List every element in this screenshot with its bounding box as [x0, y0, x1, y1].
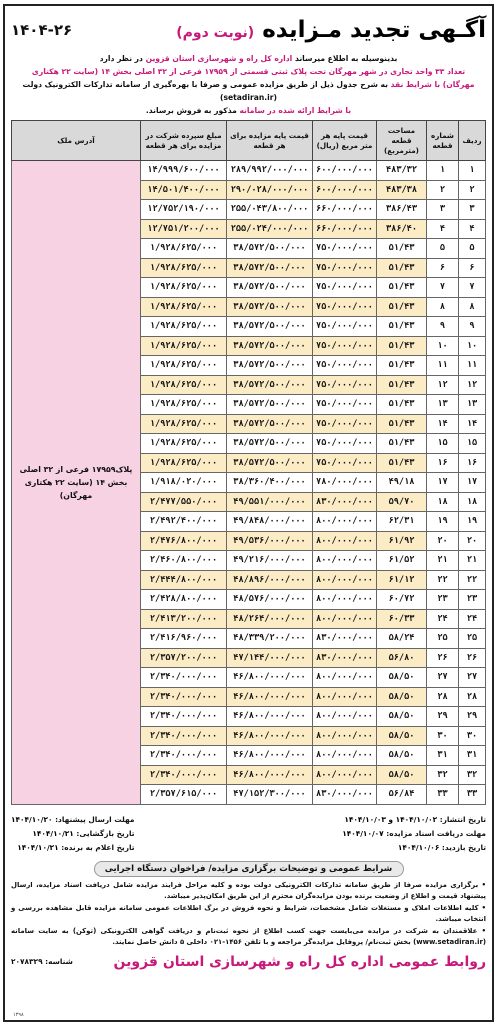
- cell-area: ۵۱/۴۳: [377, 317, 427, 337]
- cell-parcel-number: ۲۱: [427, 551, 459, 571]
- cell-base-price: ۴۹/۲۱۶/۰۰۰/۰۰۰: [227, 551, 313, 571]
- cell-parcel-number: ۲۶: [427, 648, 459, 668]
- table-row: [12, 161, 486, 181]
- cell-row-number: ۳: [459, 200, 486, 220]
- cell-row-number: ۲: [459, 180, 486, 200]
- cell-deposit: ۱۴/۹۹۹/۶۰۰/۰۰۰: [141, 161, 227, 181]
- cell-unit-price: ۸۰۰/۰۰۰/۰۰۰: [313, 707, 377, 727]
- intro-l1c: در نظر دارد: [99, 54, 143, 63]
- cell-row-number: ۱۵: [459, 434, 486, 454]
- cell-parcel-number: ۲۲: [427, 570, 459, 590]
- cell-parcel-number: ۱۶: [427, 453, 459, 473]
- cell-parcel-number: ۱۰: [427, 336, 459, 356]
- cell-parcel-number: ۱۳: [427, 395, 459, 415]
- cell-deposit: ۲/۳۵۷/۲۰۰/۰۰۰: [141, 648, 227, 668]
- cell-unit-price: ۸۰۰/۰۰۰/۰۰۰: [313, 570, 377, 590]
- cell-deposit: ۲/۴۶۰/۸۰۰/۰۰۰: [141, 551, 227, 571]
- cell-unit-price: ۷۵۰/۰۰۰/۰۰۰: [313, 356, 377, 376]
- cell-unit-price: ۷۵۰/۰۰۰/۰۰۰: [313, 434, 377, 454]
- cell-unit-price: ۶۶۰/۰۰۰/۰۰۰: [313, 200, 377, 220]
- cell-row-number: ۳۱: [459, 746, 486, 766]
- cell-parcel-number: ۳۳: [427, 785, 459, 805]
- cell-parcel-number: ۷: [427, 278, 459, 298]
- cell-deposit: ۲/۴۷۷/۵۵۰/۰۰۰: [141, 492, 227, 512]
- conditions-text: [11, 880, 486, 948]
- cell-deposit: ۲/۴۱۳/۲۰۰/۰۰۰: [141, 609, 227, 629]
- header-parcel-number: شماره قطعه: [427, 121, 459, 161]
- cell-deposit: ۱/۹۲۸/۶۲۵/۰۰۰: [141, 395, 227, 415]
- intro-l4b: مذکور به فروش برساند.: [145, 106, 237, 115]
- dates-block: [11, 813, 486, 855]
- winner-value: ۱۴۰۴/۱۰/۲۱: [17, 842, 59, 852]
- cell-area: ۵۱/۴۳: [377, 278, 427, 298]
- cell-unit-price: ۸۰۰/۰۰۰/۰۰۰: [313, 746, 377, 766]
- cell-row-number: ۱۰: [459, 336, 486, 356]
- dates-left: [11, 813, 135, 855]
- cell-deposit: ۲/۳۴۰/۰۰۰/۰۰۰: [141, 687, 227, 707]
- cell-area: ۵۱/۴۳: [377, 239, 427, 259]
- cell-base-price: ۴۶/۸۰۰/۰۰۰/۰۰۰: [227, 746, 313, 766]
- cell-unit-price: ۷۵۰/۰۰۰/۰۰۰: [313, 336, 377, 356]
- cell-area: ۴۹/۱۸: [377, 473, 427, 493]
- cell-parcel-number: ۶: [427, 258, 459, 278]
- visit-label: تاریخ بازدید:: [441, 842, 486, 852]
- cell-area: ۵۱/۴۳: [377, 453, 427, 473]
- cell-area: ۶۱/۱۲: [377, 570, 427, 590]
- cell-base-price: ۲۹۰/۰۲۸/۰۰۰/۰۰۰: [227, 180, 313, 200]
- cell-base-price: ۴۶/۸۰۰/۰۰۰/۰۰۰: [227, 707, 313, 727]
- cell-unit-price: ۷۵۰/۰۰۰/۰۰۰: [313, 395, 377, 415]
- cell-row-number: ۲۶: [459, 648, 486, 668]
- cell-unit-price: ۷۵۰/۰۰۰/۰۰۰: [313, 278, 377, 298]
- cell-base-price: ۴۸/۸۹۶/۰۰۰/۰۰۰: [227, 570, 313, 590]
- public-relations-signature: روابط عمومی اداره کل راه و شهرسازی استان قزوین: [113, 953, 486, 970]
- cell-row-number: ۱۴: [459, 414, 486, 434]
- cell-base-price: ۳۸/۵۷۲/۵۰۰/۰۰۰: [227, 297, 313, 317]
- header-address: آدرس ملک: [12, 121, 141, 161]
- title-subtitle: (نوبت دوم): [176, 25, 255, 41]
- cell-row-number: ۲۹: [459, 707, 486, 727]
- cell-unit-price: ۸۰۰/۰۰۰/۰۰۰: [313, 551, 377, 571]
- cell-area: ۵۸/۲۴: [377, 629, 427, 649]
- cell-area: ۵۱/۴۳: [377, 434, 427, 454]
- cell-deposit: ۲/۳۵۷/۶۱۵/۰۰۰: [141, 785, 227, 805]
- cell-unit-price: ۸۰۰/۰۰۰/۰۰۰: [313, 726, 377, 746]
- cell-unit-price: ۸۳۰/۰۰۰/۰۰۰: [313, 785, 377, 805]
- cell-unit-price: ۸۰۰/۰۰۰/۰۰۰: [313, 531, 377, 551]
- cell-deposit: ۲/۴۱۶/۹۶۰/۰۰۰: [141, 629, 227, 649]
- cell-deposit: ۱/۹۲۸/۶۲۵/۰۰۰: [141, 258, 227, 278]
- intro-l4a: با شرایط ارائه شده در سامانه: [239, 106, 352, 115]
- send-value: ۱۴۰۴/۱۰/۲۰: [11, 814, 53, 824]
- cell-deposit: ۲/۴۴۴/۸۰۰/۰۰۰: [141, 570, 227, 590]
- cell-area: ۶۰/۷۲: [377, 590, 427, 610]
- cell-row-number: ۸: [459, 297, 486, 317]
- cell-unit-price: ۷۵۰/۰۰۰/۰۰۰: [313, 414, 377, 434]
- cell-area: ۵۱/۴۳: [377, 375, 427, 395]
- cell-parcel-number: ۲۴: [427, 609, 459, 629]
- cell-row-number: ۱۳: [459, 395, 486, 415]
- cell-parcel-number: ۲۵: [427, 629, 459, 649]
- cell-area: ۵۱/۴۳: [377, 297, 427, 317]
- cell-base-price: ۴۸/۵۷۶/۰۰۰/۰۰۰: [227, 590, 313, 610]
- cell-unit-price: ۸۳۰/۰۰۰/۰۰۰: [313, 629, 377, 649]
- cell-area: ۵۱/۴۳: [377, 336, 427, 356]
- cell-base-price: ۳۸/۵۷۲/۵۰۰/۰۰۰: [227, 414, 313, 434]
- cell-parcel-number: ۱۱: [427, 356, 459, 376]
- cell-deposit: ۱۲/۷۵۱/۲۰۰/۰۰۰: [141, 219, 227, 239]
- intro-l2: تعداد ۳۳ واحد تجاری در شهر مهرگان تحت پلاک ثبتی قسمتی از ۱۷۹۵۹ فرعی از ۳۲ اصلی بخش ۱۴ (سایت ۲۲ هکتاری: [31, 67, 466, 76]
- cell-base-price: ۳۸/۵۷۲/۵۰۰/۰۰۰: [227, 395, 313, 415]
- cell-unit-price: ۷۵۰/۰۰۰/۰۰۰: [313, 453, 377, 473]
- intro-l1a: بدینوسیله به اطلاع میرساند: [294, 54, 398, 63]
- cell-deposit: ۲/۴۲۸/۸۰۰/۰۰۰: [141, 590, 227, 610]
- receive-value: ۱۴۰۴/۱۰/۰۷: [342, 828, 384, 838]
- cell-unit-price: ۷۵۰/۰۰۰/۰۰۰: [313, 375, 377, 395]
- cell-parcel-number: ۱۹: [427, 512, 459, 532]
- table-body: [12, 161, 486, 805]
- cell-row-number: ۶: [459, 258, 486, 278]
- cell-deposit: ۱۴/۵۰۱/۴۰۰/۰۰۰: [141, 180, 227, 200]
- cell-deposit: ۱/۹۲۸/۶۲۵/۰۰۰: [141, 434, 227, 454]
- cell-row-number: ۱۸: [459, 492, 486, 512]
- cell-row-number: ۳۲: [459, 765, 486, 785]
- cell-area: ۵۹/۷۰: [377, 492, 427, 512]
- cell-area: ۵۶/۸۴: [377, 785, 427, 805]
- cell-deposit: ۱۲/۷۵۲/۱۹۰/۰۰۰: [141, 200, 227, 220]
- cell-deposit: ۱/۹۲۸/۶۲۵/۰۰۰: [141, 453, 227, 473]
- cell-parcel-number: ۳۰: [427, 726, 459, 746]
- cell-address: پلاک۱۷۹۵۹ فرعی از ۳۲ اصلی بخش ۱۴ (سایت ۲۲ هکتاری مهرگان): [12, 161, 141, 805]
- cell-area: ۵۸/۵۰: [377, 668, 427, 688]
- cell-area: ۶۰/۳۳: [377, 609, 427, 629]
- notice-code: ۱۴۰۴-۲۶: [11, 21, 73, 39]
- cell-deposit: ۲/۳۴۰/۰۰۰/۰۰۰: [141, 726, 227, 746]
- cell-parcel-number: ۲۳: [427, 590, 459, 610]
- cell-parcel-number: ۳: [427, 200, 459, 220]
- cell-unit-price: ۶۰۰/۰۰۰/۰۰۰: [313, 180, 377, 200]
- cell-unit-price: ۷۵۰/۰۰۰/۰۰۰: [313, 297, 377, 317]
- cell-row-number: ۳۳: [459, 785, 486, 805]
- cell-base-price: ۳۸/۵۷۲/۵۰۰/۰۰۰: [227, 434, 313, 454]
- cell-parcel-number: ۴: [427, 219, 459, 239]
- cell-base-price: ۴۸/۳۳۹/۲۰۰/۰۰۰: [227, 629, 313, 649]
- cell-parcel-number: ۱: [427, 161, 459, 181]
- cell-area: ۵۱/۴۳: [377, 356, 427, 376]
- cell-unit-price: ۶۰۰/۰۰۰/۰۰۰: [313, 161, 377, 181]
- cell-deposit: ۲/۳۴۰/۰۰۰/۰۰۰: [141, 668, 227, 688]
- cell-area: ۶۱/۹۲: [377, 531, 427, 551]
- cell-base-price: ۴۶/۸۰۰/۰۰۰/۰۰۰: [227, 726, 313, 746]
- cell-row-number: ۲۴: [459, 609, 486, 629]
- header-area: مساحت قطعه (مترمربع): [377, 121, 427, 161]
- cell-unit-price: ۷۸۰/۰۰۰/۰۰۰: [313, 473, 377, 493]
- cell-unit-price: ۸۰۰/۰۰۰/۰۰۰: [313, 590, 377, 610]
- cell-base-price: ۴۶/۸۰۰/۰۰۰/۰۰۰: [227, 687, 313, 707]
- receive-label: مهلت دریافت اسناد مزایده:: [386, 828, 486, 838]
- condition-2: • کلیه اطلاعات املاک و مستغلات شامل مشخصات، شرایط و نحوه فروش در برگ اطلاعات عمومی سامانه مزایده قابل مشاهده بررسی و انتخاب میباشد.: [11, 903, 486, 923]
- cell-area: ۳۸۶/۴۳: [377, 200, 427, 220]
- cell-row-number: ۲۷: [459, 668, 486, 688]
- cell-parcel-number: ۱۴: [427, 414, 459, 434]
- cell-base-price: ۴۸/۲۶۴/۰۰۰/۰۰۰: [227, 609, 313, 629]
- cell-base-price: ۴۶/۸۰۰/۰۰۰/۰۰۰: [227, 668, 313, 688]
- open-label: تاریخ بازگشایی:: [76, 828, 135, 838]
- cell-area: ۶۲/۳۱: [377, 512, 427, 532]
- open-value: ۱۴۰۴/۱۰/۲۱: [32, 828, 74, 838]
- header-row-number: ردیف: [459, 121, 486, 161]
- header-unit-price: قیمت پایه هر متر مربع (ریال): [313, 121, 377, 161]
- cell-unit-price: ۷۵۰/۰۰۰/۰۰۰: [313, 317, 377, 337]
- cell-row-number: ۲۸: [459, 687, 486, 707]
- cell-deposit: ۲/۴۹۲/۴۰۰/۰۰۰: [141, 512, 227, 532]
- cell-parcel-number: ۱۲: [427, 375, 459, 395]
- cell-parcel-number: ۹: [427, 317, 459, 337]
- cell-base-price: ۳۸/۵۷۲/۵۰۰/۰۰۰: [227, 336, 313, 356]
- cell-deposit: ۱/۹۲۸/۶۲۵/۰۰۰: [141, 297, 227, 317]
- cell-base-price: ۴۷/۱۴۴/۰۰۰/۰۰۰: [227, 648, 313, 668]
- header-base-price: قیمت پایه مزایده برای هر قطعه: [227, 121, 313, 161]
- cell-row-number: ۴: [459, 219, 486, 239]
- cell-parcel-number: ۲۷: [427, 668, 459, 688]
- cell-parcel-number: ۳۲: [427, 765, 459, 785]
- cell-parcel-number: ۲: [427, 180, 459, 200]
- cell-area: ۵۸/۵۰: [377, 707, 427, 727]
- cell-parcel-number: ۱۸: [427, 492, 459, 512]
- cell-row-number: ۷: [459, 278, 486, 298]
- cell-deposit: ۱/۹۲۸/۶۲۵/۰۰۰: [141, 239, 227, 259]
- winner-label: تاریخ اعلام به برنده:: [61, 842, 135, 852]
- cell-row-number: ۲۳: [459, 590, 486, 610]
- cell-parcel-number: ۲۸: [427, 687, 459, 707]
- cell-row-number: ۳۰: [459, 726, 486, 746]
- cell-unit-price: ۸۰۰/۰۰۰/۰۰۰: [313, 687, 377, 707]
- cell-parcel-number: ۲۰: [427, 531, 459, 551]
- cell-base-price: ۳۸/۳۶۰/۴۰۰/۰۰۰: [227, 473, 313, 493]
- cell-deposit: ۱/۹۲۸/۶۲۵/۰۰۰: [141, 375, 227, 395]
- cell-area: ۴۸۳/۳۲: [377, 161, 427, 181]
- cell-deposit: ۱/۹۲۸/۶۲۵/۰۰۰: [141, 356, 227, 376]
- cell-unit-price: ۸۰۰/۰۰۰/۰۰۰: [313, 668, 377, 688]
- cell-base-price: ۴۹/۸۴۸/۰۰۰/۰۰۰: [227, 512, 313, 532]
- cell-area: ۵۱/۴۳: [377, 414, 427, 434]
- cell-row-number: ۲۱: [459, 551, 486, 571]
- cell-row-number: ۵: [459, 239, 486, 259]
- cell-base-price: ۴۶/۸۰۰/۰۰۰/۰۰۰: [227, 765, 313, 785]
- cell-parcel-number: ۱۵: [427, 434, 459, 454]
- cell-area: ۳۸۶/۴۰: [377, 219, 427, 239]
- cell-row-number: ۲۵: [459, 629, 486, 649]
- cell-deposit: ۱/۹۲۸/۶۲۵/۰۰۰: [141, 278, 227, 298]
- cell-row-number: ۱۲: [459, 375, 486, 395]
- cell-base-price: ۴۹/۵۳۶/۰۰۰/۰۰۰: [227, 531, 313, 551]
- cell-area: ۵۸/۵۰: [377, 726, 427, 746]
- dates-right: [342, 813, 486, 855]
- cell-parcel-number: ۵: [427, 239, 459, 259]
- cell-row-number: ۱۷: [459, 473, 486, 493]
- cell-row-number: ۹: [459, 317, 486, 337]
- serial-number: شناسه: ۲۰۷۸۳۲۹: [11, 957, 73, 966]
- cell-row-number: ۱: [459, 161, 486, 181]
- intro-l3a: مهرگان) با شرایط نقد: [390, 80, 475, 89]
- send-label: مهلت ارسال پیشنهاد:: [55, 814, 135, 824]
- cell-unit-price: ۷۵۰/۰۰۰/۰۰۰: [313, 239, 377, 259]
- cell-row-number: ۱۶: [459, 453, 486, 473]
- cell-unit-price: ۸۰۰/۰۰۰/۰۰۰: [313, 512, 377, 532]
- cell-base-price: ۳۸/۵۷۲/۵۰۰/۰۰۰: [227, 356, 313, 376]
- cell-deposit: ۱/۹۲۸/۶۲۵/۰۰۰: [141, 414, 227, 434]
- print-code: ۱۳۹۸: [13, 1012, 24, 1018]
- cell-base-price: ۳۸/۵۷۲/۵۰۰/۰۰۰: [227, 239, 313, 259]
- cell-unit-price: ۸۰۰/۰۰۰/۰۰۰: [313, 765, 377, 785]
- parcels-table: [11, 120, 486, 805]
- title-text: آگـهی تجدید مـزایده: [262, 17, 486, 43]
- notice-footer: [11, 954, 486, 970]
- cell-area: ۵۱/۴۳: [377, 395, 427, 415]
- cell-base-price: ۲۵۵/۰۲۴/۰۰۰/۰۰۰: [227, 219, 313, 239]
- cell-base-price: ۲۸۹/۹۹۲/۰۰۰/۰۰۰: [227, 161, 313, 181]
- cell-row-number: ۱۱: [459, 356, 486, 376]
- cell-area: ۵۸/۵۰: [377, 765, 427, 785]
- notice-title: [176, 17, 486, 43]
- auction-notice: [3, 4, 494, 1022]
- cell-base-price: ۳۸/۵۷۲/۵۰۰/۰۰۰: [227, 375, 313, 395]
- cell-deposit: ۱/۹۱۸/۰۲۰/۰۰۰: [141, 473, 227, 493]
- cell-deposit: ۲/۳۴۰/۰۰۰/۰۰۰: [141, 765, 227, 785]
- cell-base-price: ۳۸/۵۷۲/۵۰۰/۰۰۰: [227, 278, 313, 298]
- cell-base-price: ۲۵۵/۰۴۳/۸۰۰/۰۰۰: [227, 200, 313, 220]
- cell-parcel-number: ۱۷: [427, 473, 459, 493]
- cell-unit-price: ۸۳۰/۰۰۰/۰۰۰: [313, 648, 377, 668]
- cell-base-price: ۴۹/۵۵۱/۰۰۰/۰۰۰: [227, 492, 313, 512]
- cell-base-price: ۳۸/۵۷۲/۵۰۰/۰۰۰: [227, 317, 313, 337]
- cell-parcel-number: ۳۱: [427, 746, 459, 766]
- intro-paragraph: [11, 52, 486, 117]
- cell-unit-price: ۷۵۰/۰۰۰/۰۰۰: [313, 258, 377, 278]
- cell-unit-price: ۶۶۰/۰۰۰/۰۰۰: [313, 219, 377, 239]
- cell-row-number: ۲۰: [459, 531, 486, 551]
- cell-row-number: ۲۲: [459, 570, 486, 590]
- cell-deposit: ۱/۹۲۸/۶۲۵/۰۰۰: [141, 317, 227, 337]
- header-deposit: مبلغ سپرده شرکت در مزایده برای هر قطعه: [141, 121, 227, 161]
- cell-area: ۵۶/۸۰: [377, 648, 427, 668]
- cell-unit-price: ۸۳۰/۰۰۰/۰۰۰: [313, 492, 377, 512]
- cell-deposit: ۲/۳۴۰/۰۰۰/۰۰۰: [141, 707, 227, 727]
- table-header-row: [12, 121, 486, 161]
- publish-value: ۱۴۰۴/۱۰/۰۲ و ۱۴۰۴/۱۰/۰۳: [344, 814, 438, 824]
- visit-value: ۱۴۰۴/۱۰/۰۶: [397, 842, 440, 852]
- cell-deposit: ۲/۳۴۰/۰۰۰/۰۰۰: [141, 746, 227, 766]
- cell-parcel-number: ۲۹: [427, 707, 459, 727]
- notice-header: [11, 9, 486, 51]
- cell-deposit: ۲/۴۷۶/۸۰۰/۰۰۰: [141, 531, 227, 551]
- condition-3: • علاقمندان به شرکت در مزایده می‌بایست جهت کسب اطلاع از نحوه ثبت‌نام و دریافت گواهی الکترونیکی (توکن) به سایت سامانه (www.setadiran.ir) بخش ثبت‌نام/ پروفایل مزایده‌گر مراجعه و با تلفن ۱۴۵۶-۰۲۱ داخلی ۵ دانش حاصل نمایند.: [11, 926, 486, 946]
- cell-base-price: ۴۷/۱۵۲/۳۰۰/۰۰۰: [227, 785, 313, 805]
- condition-1: • برگزاری مزایده صرفا از طریق سامانه تدارکات الکترونیکی دولت بوده و کلیه مراحل فرایند مزایده شامل دریافت اسناد مزایده، ارسال پیشنهاد قیمت و اطلاع از وضعیت برنده بودن مزایده‌گران محترم از این طریق امکان‌پذیر میباشد.: [11, 880, 486, 900]
- cell-area: ۶۱/۵۲: [377, 551, 427, 571]
- intro-l3b: به شرح جدول ذیل از طریق مزایده عمومی و صرفا با بهره‌گیری از سامانه تدارکات الکترونیک دولت (setadiran.ir): [22, 80, 389, 102]
- cell-base-price: ۳۸/۵۷۲/۵۰۰/۰۰۰: [227, 258, 313, 278]
- cell-area: ۵۸/۵۰: [377, 746, 427, 766]
- cell-area: ۵۸/۵۰: [377, 687, 427, 707]
- cell-row-number: ۱۹: [459, 512, 486, 532]
- intro-l1b: اداره کل راه و شهرسازی استان قزوین: [145, 54, 293, 63]
- cell-area: ۵۱/۴۳: [377, 258, 427, 278]
- cell-deposit: ۱/۹۲۸/۶۲۵/۰۰۰: [141, 336, 227, 356]
- conditions-title: شرایط عمومی و توضیحات برگزاری مزایده/ فراخوان دستگاه اجرایی: [94, 861, 404, 877]
- publish-label: تاریخ انتشار:: [439, 814, 486, 824]
- cell-unit-price: ۸۰۰/۰۰۰/۰۰۰: [313, 609, 377, 629]
- cell-base-price: ۳۸/۵۷۲/۵۰۰/۰۰۰: [227, 453, 313, 473]
- cell-area: ۴۸۳/۳۸: [377, 180, 427, 200]
- cell-parcel-number: ۸: [427, 297, 459, 317]
